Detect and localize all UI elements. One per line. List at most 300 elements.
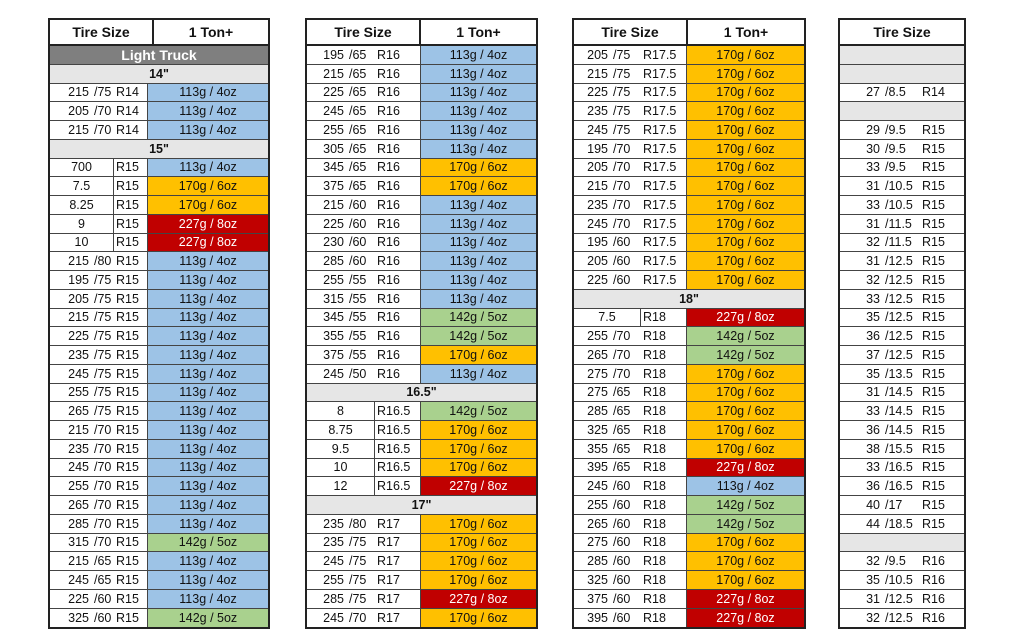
rim-size: R16 xyxy=(922,610,945,625)
weight-value: 170g / 6oz xyxy=(421,515,536,533)
rim-size: R15 xyxy=(114,290,148,308)
rim-size: R15 xyxy=(114,459,148,477)
table-row xyxy=(50,65,268,84)
tire-width: 195 xyxy=(323,47,344,62)
rim-size: R16.5 xyxy=(375,440,421,458)
table-row xyxy=(50,215,268,234)
tire-width: 355 xyxy=(323,329,344,344)
weight-value: 142g / 5oz xyxy=(421,309,536,327)
tire-size-number: 8.25 xyxy=(50,196,114,214)
rim-size: R16 xyxy=(375,309,421,327)
aspect-ratio: /60 xyxy=(613,497,631,512)
tire-width: 255 xyxy=(587,497,608,512)
rim-section-header: 18" xyxy=(574,290,804,308)
rim-section-header: 15" xyxy=(50,140,268,158)
aspect-ratio: /70 xyxy=(94,460,112,475)
tire-width: 31 xyxy=(866,179,880,194)
tire-width: 32 xyxy=(866,610,880,625)
header-tire-size: Tire Size xyxy=(873,24,931,40)
rim-size: R17.5 xyxy=(641,102,687,120)
tire-width: 305 xyxy=(323,141,344,156)
weight-value: 113g / 4oz xyxy=(421,196,536,214)
table-row xyxy=(840,477,964,496)
tire-width: 33 xyxy=(866,460,880,475)
aspect-ratio: /50 xyxy=(349,366,367,381)
tire-width: 245 xyxy=(323,104,344,119)
rim-size: R17.5 xyxy=(641,65,687,83)
aspect-ratio: /12.5 xyxy=(885,272,913,287)
rim-size: R17.5 xyxy=(641,234,687,252)
tire-width: 285 xyxy=(323,591,344,606)
rim-size: R17 xyxy=(375,534,421,552)
aspect-ratio: /12.5 xyxy=(885,591,913,606)
aspect-ratio: /75 xyxy=(94,347,112,362)
tire-width: 33 xyxy=(866,291,880,306)
rim-size: R15 xyxy=(114,196,148,214)
tire-width: 31 xyxy=(866,216,880,231)
table-row xyxy=(840,234,964,253)
weight-value: 113g / 4oz xyxy=(148,477,268,495)
aspect-ratio: /55 xyxy=(349,291,367,306)
rim-size: R15 xyxy=(114,440,148,458)
weight-value: 170g / 6oz xyxy=(687,159,804,177)
rim-size: R16.5 xyxy=(375,421,421,439)
rim-size: R17.5 xyxy=(641,196,687,214)
table-row xyxy=(307,121,536,140)
rim-size: R15 xyxy=(922,497,945,512)
rim-size: R18 xyxy=(641,552,687,570)
tire-width: 31 xyxy=(866,591,880,606)
aspect-ratio: /12.5 xyxy=(885,254,913,269)
rim-size: R17.5 xyxy=(641,215,687,233)
table-row xyxy=(50,177,268,196)
table-row xyxy=(307,459,536,478)
table-row xyxy=(574,402,804,421)
table-row xyxy=(307,365,536,384)
weight-value: 170g / 6oz xyxy=(421,609,536,628)
rim-size: R15 xyxy=(922,347,945,362)
tire-size-number: 10 xyxy=(307,459,375,477)
weight-value: 170g / 6oz xyxy=(421,459,536,477)
tire-width: 245 xyxy=(68,460,89,475)
aspect-ratio: /60 xyxy=(613,235,631,250)
tire-width: 355 xyxy=(587,441,608,456)
header-load: 1 Ton+ xyxy=(456,24,501,40)
tire-width: 265 xyxy=(68,497,89,512)
aspect-ratio: /15.5 xyxy=(885,441,913,456)
tire-width: 27 xyxy=(866,85,880,100)
rim-size: R16 xyxy=(375,290,421,308)
weight-value: 142g / 5oz xyxy=(687,496,804,514)
tire-size-number: 9 xyxy=(50,215,114,233)
table-row xyxy=(840,196,964,215)
weight-value: 170g / 6oz xyxy=(687,215,804,233)
weight-value: 170g / 6oz xyxy=(687,402,804,420)
weight-value: 170g / 6oz xyxy=(421,346,536,364)
rim-size: R15 xyxy=(922,216,945,231)
weight-value: 170g / 6oz xyxy=(421,440,536,458)
tire-width: 245 xyxy=(323,554,344,569)
rim-size: R18 xyxy=(641,459,687,477)
aspect-ratio: /65 xyxy=(349,85,367,100)
tire-width: 31 xyxy=(866,385,880,400)
aspect-ratio: /70 xyxy=(613,329,631,344)
tire-width: 33 xyxy=(866,197,880,212)
table-row xyxy=(574,440,804,459)
rim-size: R14 xyxy=(114,102,148,120)
weight-value: 142g / 5oz xyxy=(687,327,804,345)
tire-width: 30 xyxy=(866,141,880,156)
weight-value: 113g / 4oz xyxy=(148,121,268,139)
rim-size: R15 xyxy=(922,179,945,194)
table-row xyxy=(574,477,804,496)
weight-value: 227g / 8oz xyxy=(148,215,268,233)
blank-section-row xyxy=(840,102,964,120)
table-row xyxy=(50,84,268,103)
table-row xyxy=(840,102,964,121)
aspect-ratio: /75 xyxy=(94,272,112,287)
tire-width: 235 xyxy=(68,347,89,362)
aspect-ratio: /70 xyxy=(613,216,631,231)
weight-value: 170g / 6oz xyxy=(687,252,804,270)
rim-size: R14 xyxy=(114,84,148,102)
weight-value: 113g / 4oz xyxy=(148,421,268,439)
aspect-ratio: /80 xyxy=(349,516,367,531)
table-row xyxy=(840,346,964,365)
rim-size: R15 xyxy=(922,441,945,456)
table-row xyxy=(50,402,268,421)
table-row xyxy=(307,477,536,496)
table-row xyxy=(307,440,536,459)
table-header xyxy=(574,20,804,46)
table-row xyxy=(840,590,964,609)
tire-width: 265 xyxy=(587,516,608,531)
weight-value: 113g / 4oz xyxy=(421,46,536,64)
aspect-ratio: /12.5 xyxy=(885,347,913,362)
aspect-ratio: /80 xyxy=(94,254,112,269)
table-row xyxy=(574,384,804,403)
tire-width: 395 xyxy=(587,610,608,625)
rim-size: R18 xyxy=(641,515,687,533)
rim-section-header: 14" xyxy=(50,65,268,83)
table-row xyxy=(307,102,536,121)
table-row xyxy=(574,496,804,515)
weight-value: 142g / 5oz xyxy=(421,327,536,345)
weight-value: 113g / 4oz xyxy=(148,552,268,570)
aspect-ratio: /65 xyxy=(349,47,367,62)
aspect-ratio: /75 xyxy=(94,404,112,419)
rim-size: R16.5 xyxy=(375,459,421,477)
table-row xyxy=(574,609,804,628)
weight-value: 170g / 6oz xyxy=(687,271,804,289)
aspect-ratio: /11.5 xyxy=(885,216,912,231)
weight-value: 113g / 4oz xyxy=(148,440,268,458)
tire-width: 255 xyxy=(68,385,89,400)
table-row xyxy=(840,159,964,178)
aspect-ratio: /8.5 xyxy=(885,85,906,100)
weight-value: 113g / 4oz xyxy=(421,234,536,252)
weight-value: 170g / 6oz xyxy=(687,196,804,214)
table-row xyxy=(307,84,536,103)
table-row xyxy=(840,140,964,159)
weight-value: 113g / 4oz xyxy=(148,159,268,177)
table-row xyxy=(840,459,964,478)
rim-size: R15 xyxy=(922,479,945,494)
tire-width: 40 xyxy=(866,497,880,512)
weight-value: 142g / 5oz xyxy=(687,346,804,364)
table-row xyxy=(840,365,964,384)
weight-value: 113g / 4oz xyxy=(148,102,268,120)
aspect-ratio: /75 xyxy=(349,554,367,569)
tire-width: 36 xyxy=(866,329,880,344)
weight-value: 170g / 6oz xyxy=(687,84,804,102)
aspect-ratio: /11.5 xyxy=(885,235,912,250)
table-row xyxy=(50,121,268,140)
table-row xyxy=(574,552,804,571)
weight-value: 170g / 6oz xyxy=(687,177,804,195)
rim-size: R14 xyxy=(922,85,945,100)
tire-width: 225 xyxy=(68,591,89,606)
tire-width: 195 xyxy=(68,272,89,287)
weight-value: 113g / 4oz xyxy=(148,327,268,345)
rim-size: R17 xyxy=(375,590,421,608)
rim-size: R16 xyxy=(375,159,421,177)
aspect-ratio: /10.5 xyxy=(885,179,913,194)
table-row xyxy=(50,515,268,534)
tire-width: 225 xyxy=(587,272,608,287)
table-row xyxy=(307,140,536,159)
tire-width: 245 xyxy=(587,216,608,231)
rim-size: R16 xyxy=(375,84,421,102)
tire-width: 235 xyxy=(587,104,608,119)
tire-width: 215 xyxy=(68,310,89,325)
weight-value: 170g / 6oz xyxy=(687,65,804,83)
table-row xyxy=(840,402,964,421)
table-row xyxy=(574,421,804,440)
table-row xyxy=(840,252,964,271)
tire-width: 195 xyxy=(587,141,608,156)
table-row xyxy=(307,65,536,84)
aspect-ratio: /65 xyxy=(613,441,631,456)
table-row xyxy=(574,177,804,196)
tire-width: 325 xyxy=(68,610,89,625)
tire-table-1 xyxy=(48,18,270,629)
aspect-ratio: /14.5 xyxy=(885,404,913,419)
aspect-ratio: /60 xyxy=(94,610,112,625)
tire-width: 245 xyxy=(587,122,608,137)
blank-section-row xyxy=(840,534,964,552)
table-header xyxy=(307,20,536,46)
weight-value: 142g / 5oz xyxy=(687,515,804,533)
tire-width: 245 xyxy=(587,479,608,494)
rim-size: R16 xyxy=(375,196,421,214)
aspect-ratio: /60 xyxy=(94,591,112,606)
weight-value: 170g / 6oz xyxy=(687,571,804,589)
aspect-ratio: /70 xyxy=(613,347,631,362)
tire-width: 32 xyxy=(866,235,880,250)
tire-width: 29 xyxy=(866,122,880,137)
aspect-ratio: /60 xyxy=(613,479,631,494)
weight-value: 170g / 6oz xyxy=(687,384,804,402)
table-row xyxy=(574,515,804,534)
aspect-ratio: /70 xyxy=(613,141,631,156)
tire-width: 215 xyxy=(323,197,344,212)
rim-size: R15 xyxy=(922,404,945,419)
rim-size: R17 xyxy=(375,609,421,628)
weight-value: 113g / 4oz xyxy=(421,365,536,383)
weight-value: 227g / 8oz xyxy=(687,609,804,628)
rim-size: R18 xyxy=(641,590,687,608)
tire-width: 205 xyxy=(68,104,89,119)
rim-size: R15 xyxy=(922,141,945,156)
weight-value: 170g / 6oz xyxy=(421,159,536,177)
tire-width: 215 xyxy=(68,254,89,269)
table-row xyxy=(840,309,964,328)
rim-size: R17.5 xyxy=(641,177,687,195)
aspect-ratio: /70 xyxy=(94,535,112,550)
rim-size: R15 xyxy=(922,254,945,269)
tire-width: 205 xyxy=(587,254,608,269)
aspect-ratio: /60 xyxy=(613,535,631,550)
weight-value: 170g / 6oz xyxy=(421,552,536,570)
tire-width: 255 xyxy=(68,479,89,494)
rim-size: R17.5 xyxy=(641,252,687,270)
table-row xyxy=(840,552,964,571)
rim-size: R14 xyxy=(114,121,148,139)
table-row xyxy=(307,177,536,196)
weight-value: 142g / 5oz xyxy=(148,609,268,628)
aspect-ratio: /65 xyxy=(349,66,367,81)
weight-value: 113g / 4oz xyxy=(148,571,268,589)
tire-width: 33 xyxy=(866,160,880,175)
tire-width: 315 xyxy=(68,535,89,550)
rim-size: R15 xyxy=(922,272,945,287)
tire-width: 245 xyxy=(323,610,344,625)
table-row xyxy=(574,159,804,178)
table-row xyxy=(50,290,268,309)
weight-value: 170g / 6oz xyxy=(421,534,536,552)
table-row xyxy=(574,290,804,309)
aspect-ratio: /70 xyxy=(94,497,112,512)
aspect-ratio: /75 xyxy=(613,66,631,81)
tire-width: 35 xyxy=(866,310,880,325)
table-row xyxy=(307,346,536,365)
rim-size: R18 xyxy=(641,534,687,552)
tire-width: 225 xyxy=(323,216,344,231)
rim-size: R15 xyxy=(114,477,148,495)
table-row xyxy=(574,252,804,271)
aspect-ratio: /70 xyxy=(613,160,631,175)
weight-value: 113g / 4oz xyxy=(148,84,268,102)
tire-width: 36 xyxy=(866,479,880,494)
table-row xyxy=(574,590,804,609)
aspect-ratio: /55 xyxy=(349,310,367,325)
rim-size: R17.5 xyxy=(641,84,687,102)
weight-value: 170g / 6oz xyxy=(421,571,536,589)
aspect-ratio: /65 xyxy=(349,104,367,119)
table-row xyxy=(50,252,268,271)
rim-size: R15 xyxy=(922,235,945,250)
weight-value: 227g / 8oz xyxy=(421,590,536,608)
tire-width: 255 xyxy=(323,272,344,287)
tire-width: 225 xyxy=(587,85,608,100)
rim-size: R16 xyxy=(375,215,421,233)
rim-size: R17 xyxy=(375,552,421,570)
rim-size: R17 xyxy=(375,515,421,533)
table-row xyxy=(840,215,964,234)
rim-size: R16 xyxy=(922,591,945,606)
rim-size: R15 xyxy=(114,590,148,608)
tire-width: 35 xyxy=(866,572,880,587)
rim-size: R16.5 xyxy=(375,477,421,495)
tire-width: 375 xyxy=(587,591,608,606)
rim-size: R15 xyxy=(114,421,148,439)
tire-width: 285 xyxy=(323,254,344,269)
table-row xyxy=(50,327,268,346)
weight-value: 170g / 6oz xyxy=(687,552,804,570)
rim-size: R15 xyxy=(114,271,148,289)
tire-table-3 xyxy=(572,18,806,629)
table-row xyxy=(574,534,804,553)
rim-size: R15 xyxy=(922,291,945,306)
aspect-ratio: /75 xyxy=(613,122,631,137)
rim-size: R15 xyxy=(114,552,148,570)
aspect-ratio: /60 xyxy=(613,591,631,606)
table-row xyxy=(50,534,268,553)
tire-width: 205 xyxy=(68,291,89,306)
table-row xyxy=(574,459,804,478)
weight-value: 227g / 8oz xyxy=(148,234,268,252)
rim-size: R18 xyxy=(641,365,687,383)
tire-width: 325 xyxy=(587,422,608,437)
aspect-ratio: /70 xyxy=(94,441,112,456)
weight-value: 113g / 4oz xyxy=(421,290,536,308)
table-row xyxy=(574,102,804,121)
blank-section-row xyxy=(840,65,964,83)
rim-size: R16 xyxy=(375,177,421,195)
table-row xyxy=(50,421,268,440)
weight-value: 113g / 4oz xyxy=(148,459,268,477)
weight-value: 227g / 8oz xyxy=(687,459,804,477)
aspect-ratio: /65 xyxy=(349,122,367,137)
table-row xyxy=(574,84,804,103)
rim-size: R18 xyxy=(641,496,687,514)
aspect-ratio: /75 xyxy=(349,591,367,606)
table-row xyxy=(840,177,964,196)
weight-value: 113g / 4oz xyxy=(148,252,268,270)
weight-value: 170g / 6oz xyxy=(421,177,536,195)
table-row xyxy=(307,327,536,346)
aspect-ratio: /9.5 xyxy=(885,160,906,175)
weight-value: 227g / 8oz xyxy=(421,477,536,495)
table-row xyxy=(50,609,268,628)
rim-size: R15 xyxy=(922,329,945,344)
rim-size: R15 xyxy=(114,177,148,195)
tire-width: 275 xyxy=(587,385,608,400)
aspect-ratio: /75 xyxy=(94,310,112,325)
table-row xyxy=(307,515,536,534)
aspect-ratio: /70 xyxy=(613,179,631,194)
rim-size: R15 xyxy=(114,252,148,270)
aspect-ratio: /60 xyxy=(613,272,631,287)
rim-size: R15 xyxy=(114,215,148,233)
tire-width: 275 xyxy=(587,366,608,381)
tire-size-number: 7.5 xyxy=(50,177,114,195)
weight-value: 113g / 4oz xyxy=(148,290,268,308)
rim-section-header: 17" xyxy=(307,496,536,514)
header-tire-size: Tire Size xyxy=(574,20,688,44)
weight-value: 113g / 4oz xyxy=(148,365,268,383)
